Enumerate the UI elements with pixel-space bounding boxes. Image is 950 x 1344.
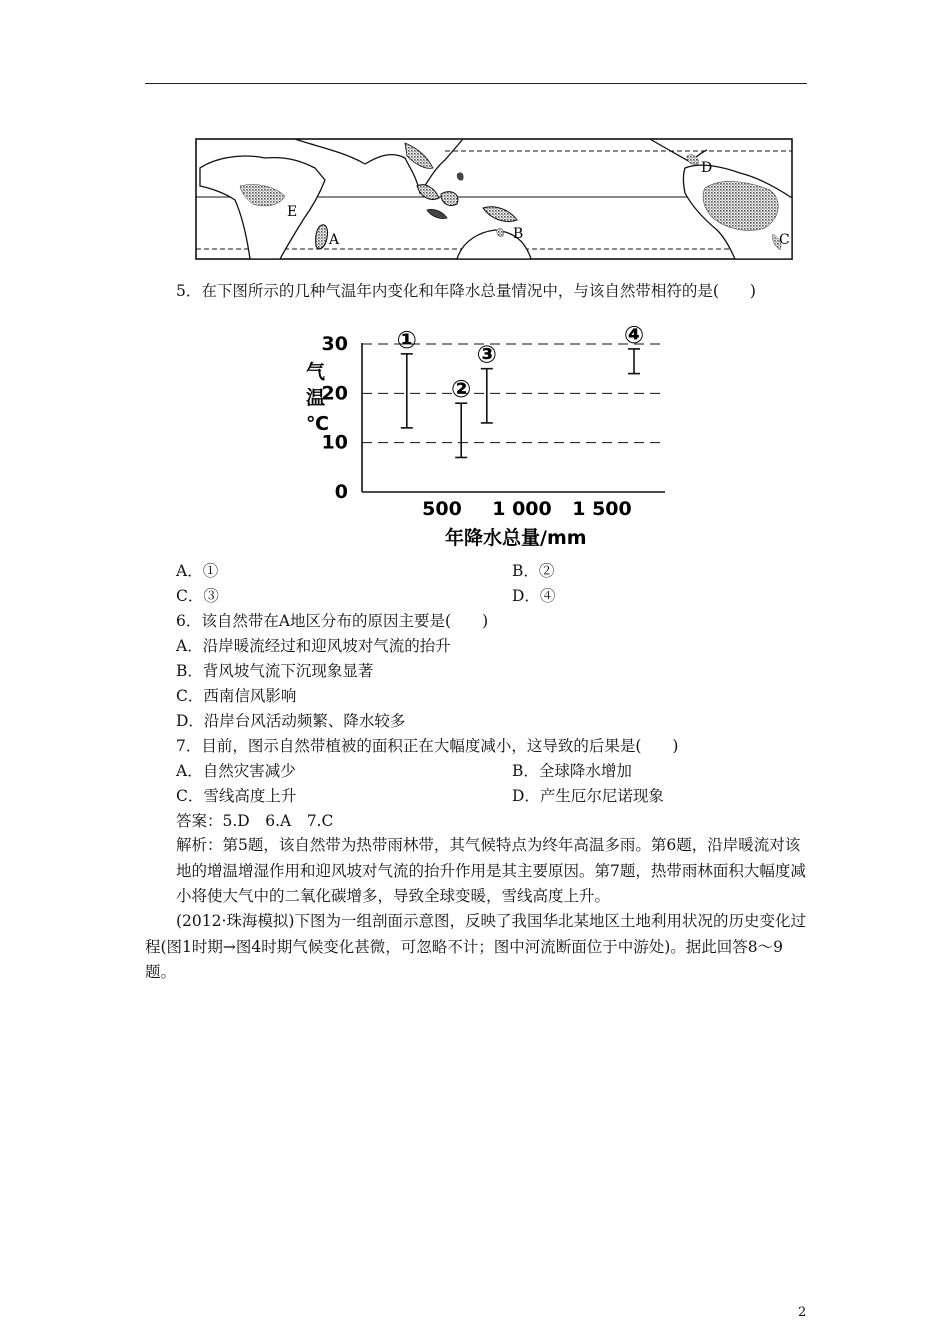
- y-tick-20: 20: [321, 382, 348, 405]
- intro-paragraph: (2012·珠海模拟)下图为一组剖面示意图，反映了我国华北某地区土地利用状况的历史变化过程(图1时期→图4时期气候变化甚微，可忽略不计；图中河流断面位于中游处)。据此回答8～9题。: [145, 912, 806, 981]
- y-tick-10: 10: [321, 431, 348, 454]
- question-6-stem: 6．该自然带在A地区分布的原因主要是( ): [176, 612, 489, 630]
- q5-option-b[interactable]: B．②: [512, 562, 555, 580]
- q6-option-b[interactable]: B．背风坡气流下沉现象显著: [176, 662, 374, 680]
- y-tick-0: 0: [334, 481, 348, 503]
- map-label-c: C: [779, 232, 790, 248]
- y-tick-30: 30: [321, 333, 348, 355]
- map-label-a: A: [329, 232, 340, 248]
- y-axis-label-2: 温: [306, 387, 326, 409]
- q5-option-a[interactable]: A．①: [176, 562, 219, 580]
- y-axis-label-1: 气: [306, 361, 326, 383]
- x-tick-1500: 1 500: [572, 498, 632, 520]
- q6-option-d[interactable]: D．沿岸台风活动频繁、降水较多: [176, 712, 406, 730]
- analysis-paragraph: [176, 833, 808, 910]
- x-tick-500: 500: [422, 498, 462, 520]
- question-5-stem: 5．在下图所示的几种气温年内变化和年降水总量情况中，与该自然带相符的是( ): [176, 282, 756, 300]
- range-label-2: ②: [451, 375, 472, 404]
- map-label-e: E: [287, 204, 298, 220]
- x-tick-1000: 1 000: [492, 498, 552, 520]
- y-axis-label-3: ℃: [306, 413, 330, 435]
- x-axis-label: 年降水总量/mm: [445, 527, 587, 549]
- q5-option-d[interactable]: D．④: [512, 587, 556, 605]
- q7-option-a[interactable]: A．自然灾害减少: [176, 762, 296, 780]
- q6-option-c[interactable]: C．西南信风影响: [176, 687, 297, 705]
- q7-option-c[interactable]: C．雪线高度上升: [176, 787, 297, 805]
- range-label-3: ③: [476, 340, 497, 369]
- temperature-precipitation-chart: [300, 318, 680, 556]
- map-label-d: D: [701, 160, 713, 176]
- world-map: [195, 138, 793, 260]
- page-number: 2: [798, 1305, 807, 1320]
- q5-option-c[interactable]: C．③: [176, 587, 219, 605]
- q7-option-b[interactable]: B．全球降水增加: [512, 762, 632, 780]
- range-label-4: ④: [623, 320, 645, 349]
- q6-option-a[interactable]: A．沿岸暖流经过和迎风坡对气流的抬升: [176, 637, 451, 655]
- range-label-1: ①: [396, 325, 417, 354]
- question-7-stem: 7．目前，图示自然带植被的面积正在大幅度减小，这导致的后果是( ): [176, 737, 679, 755]
- map-label-b: B: [513, 226, 524, 242]
- answer-line: 答案：5.D 6.A 7.C: [176, 812, 334, 830]
- q7-option-d[interactable]: D．产生厄尔尼诺现象: [512, 787, 664, 805]
- header-rule: [145, 83, 807, 84]
- analysis-text: 解析：第5题，该自然带为热带雨林带，其气候特点为终年高温多雨。第6题，沿岸暖流对该地的增温增湿作用和迎风坡对气流的抬升作用是其主要原因。第7题，热带雨林面积大幅度减小将使大气中的二氧化碳增多，导致全球变暖，雪线高度上升。: [176, 836, 806, 905]
